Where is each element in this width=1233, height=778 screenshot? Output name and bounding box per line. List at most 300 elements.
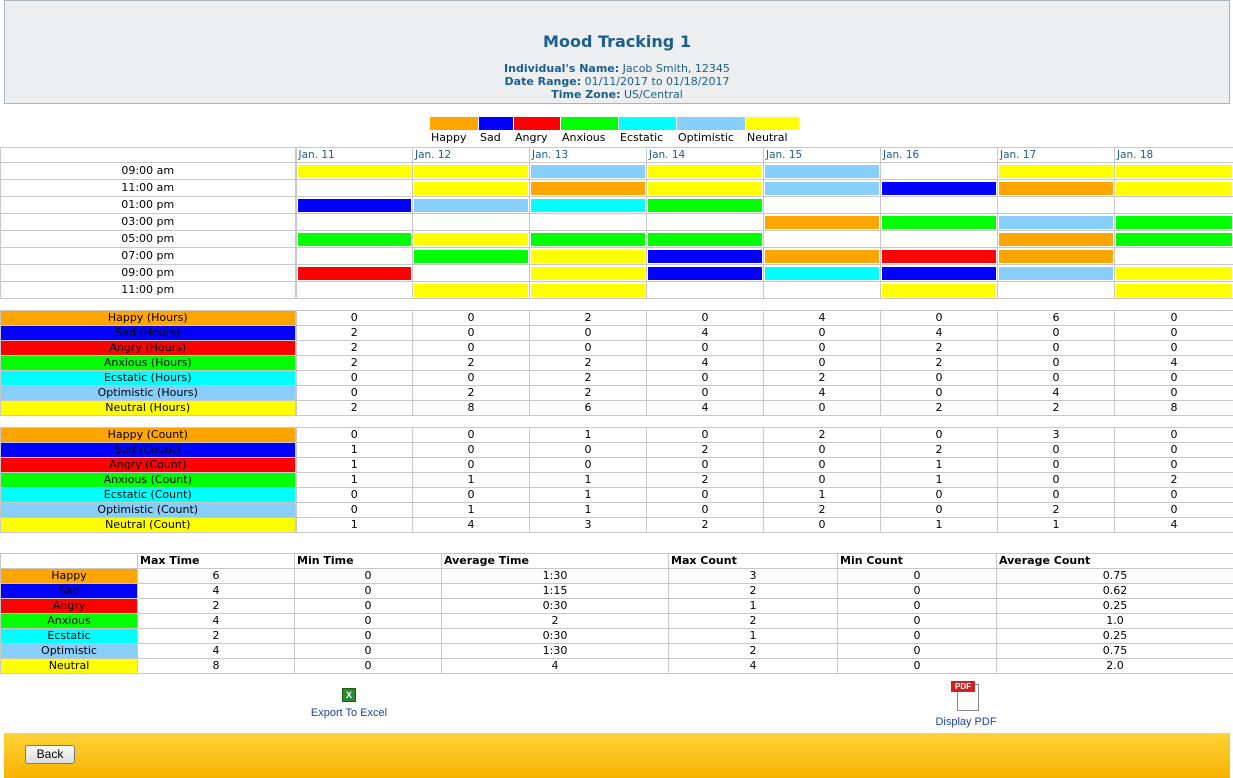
legend-label: Happy: [431, 131, 467, 144]
mood-cell: [413, 180, 530, 197]
individual-name-value: Jacob Smith, 12345: [622, 62, 730, 75]
stats-value: 1.0: [997, 614, 1233, 629]
mood-block-anxious: [531, 233, 645, 246]
mood-grid-table: [0, 147, 1233, 533]
mood-cell: [881, 214, 998, 231]
mood-cell: [764, 265, 881, 282]
mood-block-neutral: [531, 284, 645, 297]
hours-row: [1, 356, 1233, 371]
count-value: 0: [530, 458, 647, 473]
mood-cell: [413, 197, 530, 214]
count-label-ecstatic: Ecstatic (Count): [1, 488, 296, 503]
count-value: 0: [296, 488, 413, 503]
mood-cell: [296, 231, 413, 248]
hours-label-happy: Happy (Hours): [1, 311, 296, 326]
mood-block-neutral: [414, 284, 528, 297]
count-value: 0: [881, 488, 998, 503]
mood-block-neutral: [1116, 267, 1232, 280]
hours-value: 0: [296, 311, 413, 326]
export-excel-label: Export To Excel: [310, 707, 388, 719]
mood-cell: [1115, 282, 1233, 299]
stats-corner-cell: [1, 554, 138, 569]
hours-value: 4: [881, 326, 998, 341]
hours-row: [1, 401, 1233, 416]
mood-block-neutral: [999, 165, 1113, 178]
count-label-sad: Sad (Count): [1, 443, 296, 458]
mood-block-angry: [298, 267, 412, 280]
mood-block-neutral: [414, 233, 528, 246]
mood-block-sad: [648, 267, 762, 280]
count-value: 1: [296, 518, 413, 533]
legend-label: Ecstatic: [620, 131, 664, 144]
legend-swatch: [619, 117, 676, 130]
legend-swatch: [514, 117, 560, 130]
mood-cell: [1115, 248, 1233, 265]
count-value: 0: [413, 488, 530, 503]
count-value: 0: [413, 458, 530, 473]
mood-cell: [413, 231, 530, 248]
stats-value: 2: [669, 644, 838, 659]
mood-block-neutral: [298, 165, 412, 178]
hours-value: 2: [881, 341, 998, 356]
mood-block-anxious: [1116, 233, 1232, 246]
mood-cell: [530, 265, 647, 282]
time-zone-label: Time Zone:: [551, 88, 621, 101]
mood-block-anxious: [298, 233, 412, 246]
stats-value: 0: [295, 614, 442, 629]
hours-value: 2: [413, 356, 530, 371]
mood-cell: [764, 163, 881, 180]
count-value: 0: [1115, 458, 1233, 473]
stats-value: 0: [838, 569, 997, 584]
stats-value: 0: [838, 629, 997, 644]
count-value: 0: [296, 428, 413, 443]
hours-value: 0: [530, 341, 647, 356]
stats-value: 0: [295, 644, 442, 659]
spacer-row: [1, 416, 1233, 428]
count-value: 2: [647, 443, 764, 458]
count-value: 0: [1115, 443, 1233, 458]
mood-cell: [764, 248, 881, 265]
hours-value: 0: [1115, 371, 1233, 386]
mood-cell: [998, 265, 1115, 282]
mood-cell: [647, 180, 764, 197]
mood-block-optimistic: [414, 199, 528, 212]
mood-cell: [530, 180, 647, 197]
hours-value: 2: [296, 356, 413, 371]
count-value: 0: [998, 458, 1115, 473]
mood-cell: [764, 197, 881, 214]
mood-block-sad: [882, 182, 996, 195]
stats-value: 0: [295, 659, 442, 674]
stats-header-max-count: Max Count: [669, 554, 838, 569]
hours-value: 0: [1115, 386, 1233, 401]
mood-block-happy: [999, 182, 1113, 195]
stats-value: 0: [838, 614, 997, 629]
day-header: Jan. 18: [1115, 148, 1233, 163]
stats-mood-sad: Sad: [1, 584, 138, 599]
count-value: 1: [296, 443, 413, 458]
hours-value: 0: [1115, 326, 1233, 341]
hours-value: 0: [764, 401, 881, 416]
count-value: 0: [413, 428, 530, 443]
display-pdf-label: Display PDF: [935, 716, 997, 728]
count-label-optimistic: Optimistic (Count): [1, 503, 296, 518]
mood-block-neutral: [648, 165, 762, 178]
mood-block-ecstatic: [531, 199, 645, 212]
mood-cell: [764, 231, 881, 248]
stats-row: [1, 569, 1233, 584]
legend-label: Anxious: [562, 131, 606, 144]
count-value: 1: [413, 503, 530, 518]
count-value: 1: [881, 473, 998, 488]
mood-block-anxious: [882, 216, 996, 229]
time-label: 11:00 am: [1, 180, 296, 197]
count-value: 2: [764, 503, 881, 518]
excel-file-icon: X: [342, 688, 356, 702]
mood-block-happy: [765, 216, 879, 229]
hours-value: 2: [296, 401, 413, 416]
mood-cell: [530, 282, 647, 299]
stats-value: 3: [669, 569, 838, 584]
mood-cell: [1115, 214, 1233, 231]
mood-cell: [881, 197, 998, 214]
stats-value: 4: [138, 644, 295, 659]
stats-value: 1:30: [442, 644, 669, 659]
mood-cell: [296, 248, 413, 265]
hours-value: 4: [764, 386, 881, 401]
stats-header-average-time: Average Time: [442, 554, 669, 569]
mood-block-optimistic: [765, 165, 879, 178]
mood-cell: [998, 282, 1115, 299]
day-header: Jan. 13: [530, 148, 647, 163]
stats-header-max-time: Max Time: [138, 554, 295, 569]
time-row: [1, 248, 1233, 265]
stats-value: 0.75: [997, 644, 1233, 659]
hours-label-ecstatic: Ecstatic (Hours): [1, 371, 296, 386]
hours-row: [1, 341, 1233, 356]
stats-value: 0: [838, 644, 997, 659]
stats-header-average-count: Average Count: [997, 554, 1233, 569]
count-value: 1: [530, 503, 647, 518]
count-row: [1, 518, 1233, 533]
time-row: [1, 197, 1233, 214]
stats-header-min-count: Min Count: [838, 554, 997, 569]
count-value: 0: [764, 443, 881, 458]
mood-cell: [413, 282, 530, 299]
hours-value: 0: [764, 326, 881, 341]
hours-value: 4: [647, 356, 764, 371]
mood-cell: [296, 214, 413, 231]
stats-value: 0: [838, 599, 997, 614]
hours-value: 2: [530, 356, 647, 371]
hours-value: 0: [1115, 341, 1233, 356]
mood-cell: [1115, 197, 1233, 214]
count-value: 1: [881, 458, 998, 473]
day-header: Jan. 11: [296, 148, 413, 163]
mood-block-sad: [648, 250, 762, 263]
date-range-line: [5, 75, 1229, 88]
stats-value: 2: [138, 599, 295, 614]
mood-block-optimistic: [999, 216, 1113, 229]
count-value: 0: [764, 458, 881, 473]
hours-value: 0: [296, 371, 413, 386]
count-label-neutral: Neutral (Count): [1, 518, 296, 533]
mood-cell: [296, 265, 413, 282]
time-label: 09:00 am: [1, 163, 296, 180]
hours-value: 0: [647, 311, 764, 326]
stats-value: 0: [295, 569, 442, 584]
count-value: 0: [1115, 503, 1233, 518]
count-value: 0: [647, 488, 764, 503]
mood-block-optimistic: [999, 267, 1113, 280]
legend-label: Sad: [480, 131, 501, 144]
mood-block-happy: [999, 250, 1113, 263]
legend-item-anxious: [561, 117, 619, 144]
mood-cell: [998, 248, 1115, 265]
hours-value: 0: [998, 341, 1115, 356]
mood-cell: [647, 197, 764, 214]
hours-value: 6: [530, 401, 647, 416]
hours-row: [1, 371, 1233, 386]
legend-item-happy: [430, 117, 479, 144]
count-value: 0: [881, 503, 998, 518]
mood-cell: [413, 214, 530, 231]
hours-value: 0: [530, 326, 647, 341]
mood-block-happy: [531, 182, 645, 195]
stats-row: [1, 629, 1233, 644]
mood-cell: [998, 214, 1115, 231]
stats-value: 0:30: [442, 599, 669, 614]
hours-row: [1, 386, 1233, 401]
mood-cell: [647, 231, 764, 248]
mood-cell: [530, 214, 647, 231]
mood-block-optimistic: [531, 165, 645, 178]
individual-name-label: Individual's Name:: [504, 62, 620, 75]
back-button[interactable]: Back: [25, 745, 75, 764]
legend-swatch: [746, 117, 799, 130]
hours-label-neutral: Neutral (Hours): [1, 401, 296, 416]
hours-value: 0: [413, 326, 530, 341]
mood-cell: [530, 163, 647, 180]
count-value: 0: [296, 503, 413, 518]
count-value: 1: [413, 473, 530, 488]
hours-value: 2: [998, 401, 1115, 416]
stats-value: 0.75: [997, 569, 1233, 584]
mood-cell: [1115, 265, 1233, 282]
hours-label-anxious: Anxious (Hours): [1, 356, 296, 371]
stats-value: 4: [138, 584, 295, 599]
mood-cell: [530, 231, 647, 248]
mood-cell: [296, 163, 413, 180]
legend-swatch: [479, 117, 513, 130]
hours-value: 2: [296, 326, 413, 341]
mood-cell: [647, 214, 764, 231]
mood-cell: [881, 163, 998, 180]
hours-value: 2: [881, 401, 998, 416]
mood-cell: [881, 265, 998, 282]
mood-cell: [1115, 180, 1233, 197]
hours-value: 4: [764, 311, 881, 326]
count-value: 4: [1115, 518, 1233, 533]
mood-cell: [647, 163, 764, 180]
time-label: 09:00 pm: [1, 265, 296, 282]
count-value: 2: [647, 473, 764, 488]
day-header: Jan. 15: [764, 148, 881, 163]
mood-cell: [998, 163, 1115, 180]
hours-value: 0: [881, 386, 998, 401]
legend-item-ecstatic: [619, 117, 677, 144]
page-title: Mood Tracking 1: [543, 32, 691, 51]
mood-cell: [1115, 231, 1233, 248]
hours-value: 2: [530, 386, 647, 401]
stats-value: 6: [138, 569, 295, 584]
count-value: 0: [647, 458, 764, 473]
count-value: 0: [764, 518, 881, 533]
mood-block-anxious: [648, 199, 762, 212]
stats-mood-happy: Happy: [1, 569, 138, 584]
grid-corner-cell: [1, 148, 296, 163]
count-value: 3: [530, 518, 647, 533]
mood-cell: [881, 180, 998, 197]
day-header: Jan. 14: [647, 148, 764, 163]
stats-value: 2: [138, 629, 295, 644]
hours-value: 0: [296, 386, 413, 401]
legend-label: Optimistic: [678, 131, 734, 144]
day-header: Jan. 12: [413, 148, 530, 163]
time-label: 07:00 pm: [1, 248, 296, 265]
date-range-value: 01/11/2017 to 01/18/2017: [584, 75, 730, 88]
day-header: Jan. 16: [881, 148, 998, 163]
stats-value: 0.25: [997, 599, 1233, 614]
stats-value: 0: [295, 629, 442, 644]
mood-cell: [647, 265, 764, 282]
hours-value: 0: [764, 356, 881, 371]
stats-header-row: [1, 554, 1233, 569]
count-row: [1, 428, 1233, 443]
count-value: 2: [998, 503, 1115, 518]
individual-name-line: [5, 62, 1229, 75]
hours-value: 2: [296, 341, 413, 356]
stats-row: [1, 659, 1233, 674]
count-value: 0: [998, 443, 1115, 458]
count-value: 0: [530, 443, 647, 458]
mood-cell: [881, 248, 998, 265]
stats-value: 8: [138, 659, 295, 674]
count-value: 1: [530, 473, 647, 488]
stats-mood-ecstatic: Ecstatic: [1, 629, 138, 644]
legend-label: Neutral: [747, 131, 788, 144]
count-value: 0: [998, 473, 1115, 488]
time-row: [1, 282, 1233, 299]
hours-value: 0: [1115, 311, 1233, 326]
time-zone-value: US/Central: [623, 88, 683, 101]
hours-value: 0: [764, 341, 881, 356]
summary-stats-table: [0, 553, 1233, 674]
mood-cell: [764, 180, 881, 197]
mood-block-sad: [882, 267, 996, 280]
mood-block-neutral: [1116, 284, 1232, 297]
hours-value: 2: [764, 371, 881, 386]
stats-mood-anxious: Anxious: [1, 614, 138, 629]
mood-cell: [881, 231, 998, 248]
hours-value: 0: [998, 371, 1115, 386]
stats-row: [1, 584, 1233, 599]
count-row: [1, 458, 1233, 473]
time-row: [1, 265, 1233, 282]
stats-row: [1, 614, 1233, 629]
stats-value: 0: [295, 599, 442, 614]
mood-block-sad: [298, 199, 412, 212]
count-value: 1: [530, 488, 647, 503]
count-value: 3: [998, 428, 1115, 443]
count-value: 1: [998, 518, 1115, 533]
mood-block-anxious: [1116, 216, 1232, 229]
count-value: 0: [1115, 428, 1233, 443]
hours-value: 0: [647, 386, 764, 401]
stats-value: 2: [669, 614, 838, 629]
stats-mood-optimistic: Optimistic: [1, 644, 138, 659]
hours-value: 2: [413, 386, 530, 401]
mood-block-neutral: [531, 267, 645, 280]
time-row: [1, 231, 1233, 248]
count-value: 0: [1115, 488, 1233, 503]
time-row: [1, 163, 1233, 180]
hours-label-optimistic: Optimistic (Hours): [1, 386, 296, 401]
count-value: 1: [881, 518, 998, 533]
stats-value: 4: [138, 614, 295, 629]
hours-value: 0: [413, 311, 530, 326]
count-value: 0: [647, 503, 764, 518]
pdf-tag: PDF: [951, 681, 975, 692]
legend-swatch: [561, 117, 618, 130]
spacer-row: [1, 299, 1233, 311]
count-value: 0: [647, 428, 764, 443]
hours-value: 0: [647, 341, 764, 356]
stats-value: 0:30: [442, 629, 669, 644]
count-value: 1: [764, 488, 881, 503]
count-row: [1, 503, 1233, 518]
legend-item-neutral: [746, 117, 800, 144]
legend-item-optimistic: [677, 117, 746, 144]
hours-value: 0: [647, 371, 764, 386]
hours-label-angry: Angry (Hours): [1, 341, 296, 356]
display-pdf-button[interactable]: [925, 681, 1007, 728]
report-header: [4, 0, 1230, 104]
mood-cell: [530, 197, 647, 214]
hours-value: 0: [413, 371, 530, 386]
count-value: 0: [998, 488, 1115, 503]
count-value: 0: [413, 443, 530, 458]
count-row: [1, 488, 1233, 503]
export-excel-button[interactable]: [302, 688, 396, 719]
count-row: [1, 473, 1233, 488]
mood-cell: [413, 163, 530, 180]
time-label: 01:00 pm: [1, 197, 296, 214]
stats-value: 2.0: [997, 659, 1233, 674]
legend-item-angry: [514, 117, 561, 144]
hours-value: 2: [530, 311, 647, 326]
hours-value: 0: [413, 341, 530, 356]
stats-value: 4: [442, 659, 669, 674]
mood-block-neutral: [648, 182, 762, 195]
count-label-anxious: Anxious (Count): [1, 473, 296, 488]
legend-label: Angry: [515, 131, 548, 144]
count-value: 2: [1115, 473, 1233, 488]
stats-value: 1: [669, 599, 838, 614]
day-header: Jan. 17: [998, 148, 1115, 163]
mood-cell: [296, 282, 413, 299]
